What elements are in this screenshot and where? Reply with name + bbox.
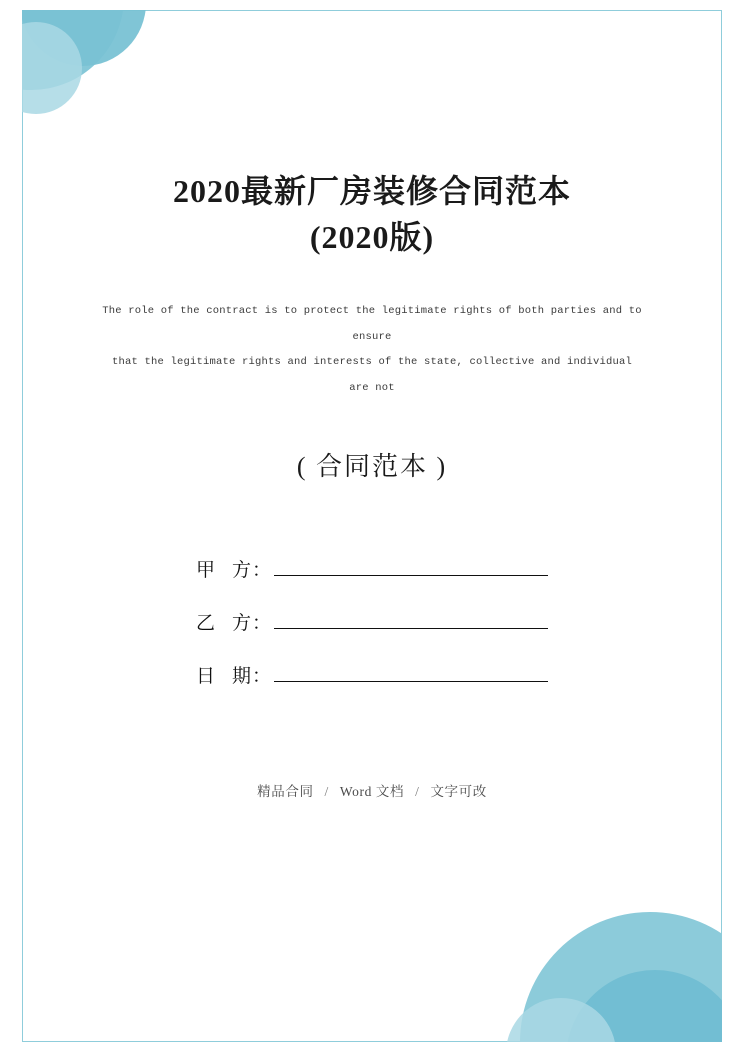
field-row-party-a (196, 555, 548, 582)
title-line-2: (2020版) (309, 219, 435, 256)
field-input-date[interactable] (274, 663, 548, 682)
signature-fields (0, 555, 744, 688)
footer-separator-2: / (415, 783, 420, 799)
english-note-line-2: that the legitimate rights and interests of the state, collective and individual are not (111, 356, 633, 394)
footer-separator-1: / (324, 783, 329, 799)
decor-circle-large-2-icon (520, 912, 722, 1042)
footer-item-2: Word 文档 (339, 783, 405, 799)
field-input-party-b[interactable] (274, 610, 548, 629)
field-row-party-b (196, 608, 548, 635)
footer-item-3: 文字可改 (430, 783, 487, 799)
decor-circle-medium-2-icon (566, 970, 722, 1042)
english-note (100, 299, 644, 402)
field-label-date: 日 期： (196, 665, 273, 687)
document-subtitle: ( 合同范本 ) (296, 451, 448, 481)
field-label-party-b: 乙 方： (196, 612, 273, 634)
field-row-date (196, 661, 548, 688)
bottom-right-decoration (462, 852, 722, 1042)
page-title (60, 168, 684, 261)
english-note-line-1: The role of the contract is to protect the legitimate rights of both parties and to ensure (102, 304, 642, 343)
field-label-party-a: 甲 方： (196, 559, 273, 581)
decor-circle-small-2-icon (506, 998, 616, 1042)
field-input-party-a[interactable] (274, 557, 548, 576)
title-line-1: 2020最新厂房装修合同范本 (172, 173, 571, 209)
footer-item-1: 精品合同 (257, 783, 314, 799)
footer-note (0, 780, 744, 800)
